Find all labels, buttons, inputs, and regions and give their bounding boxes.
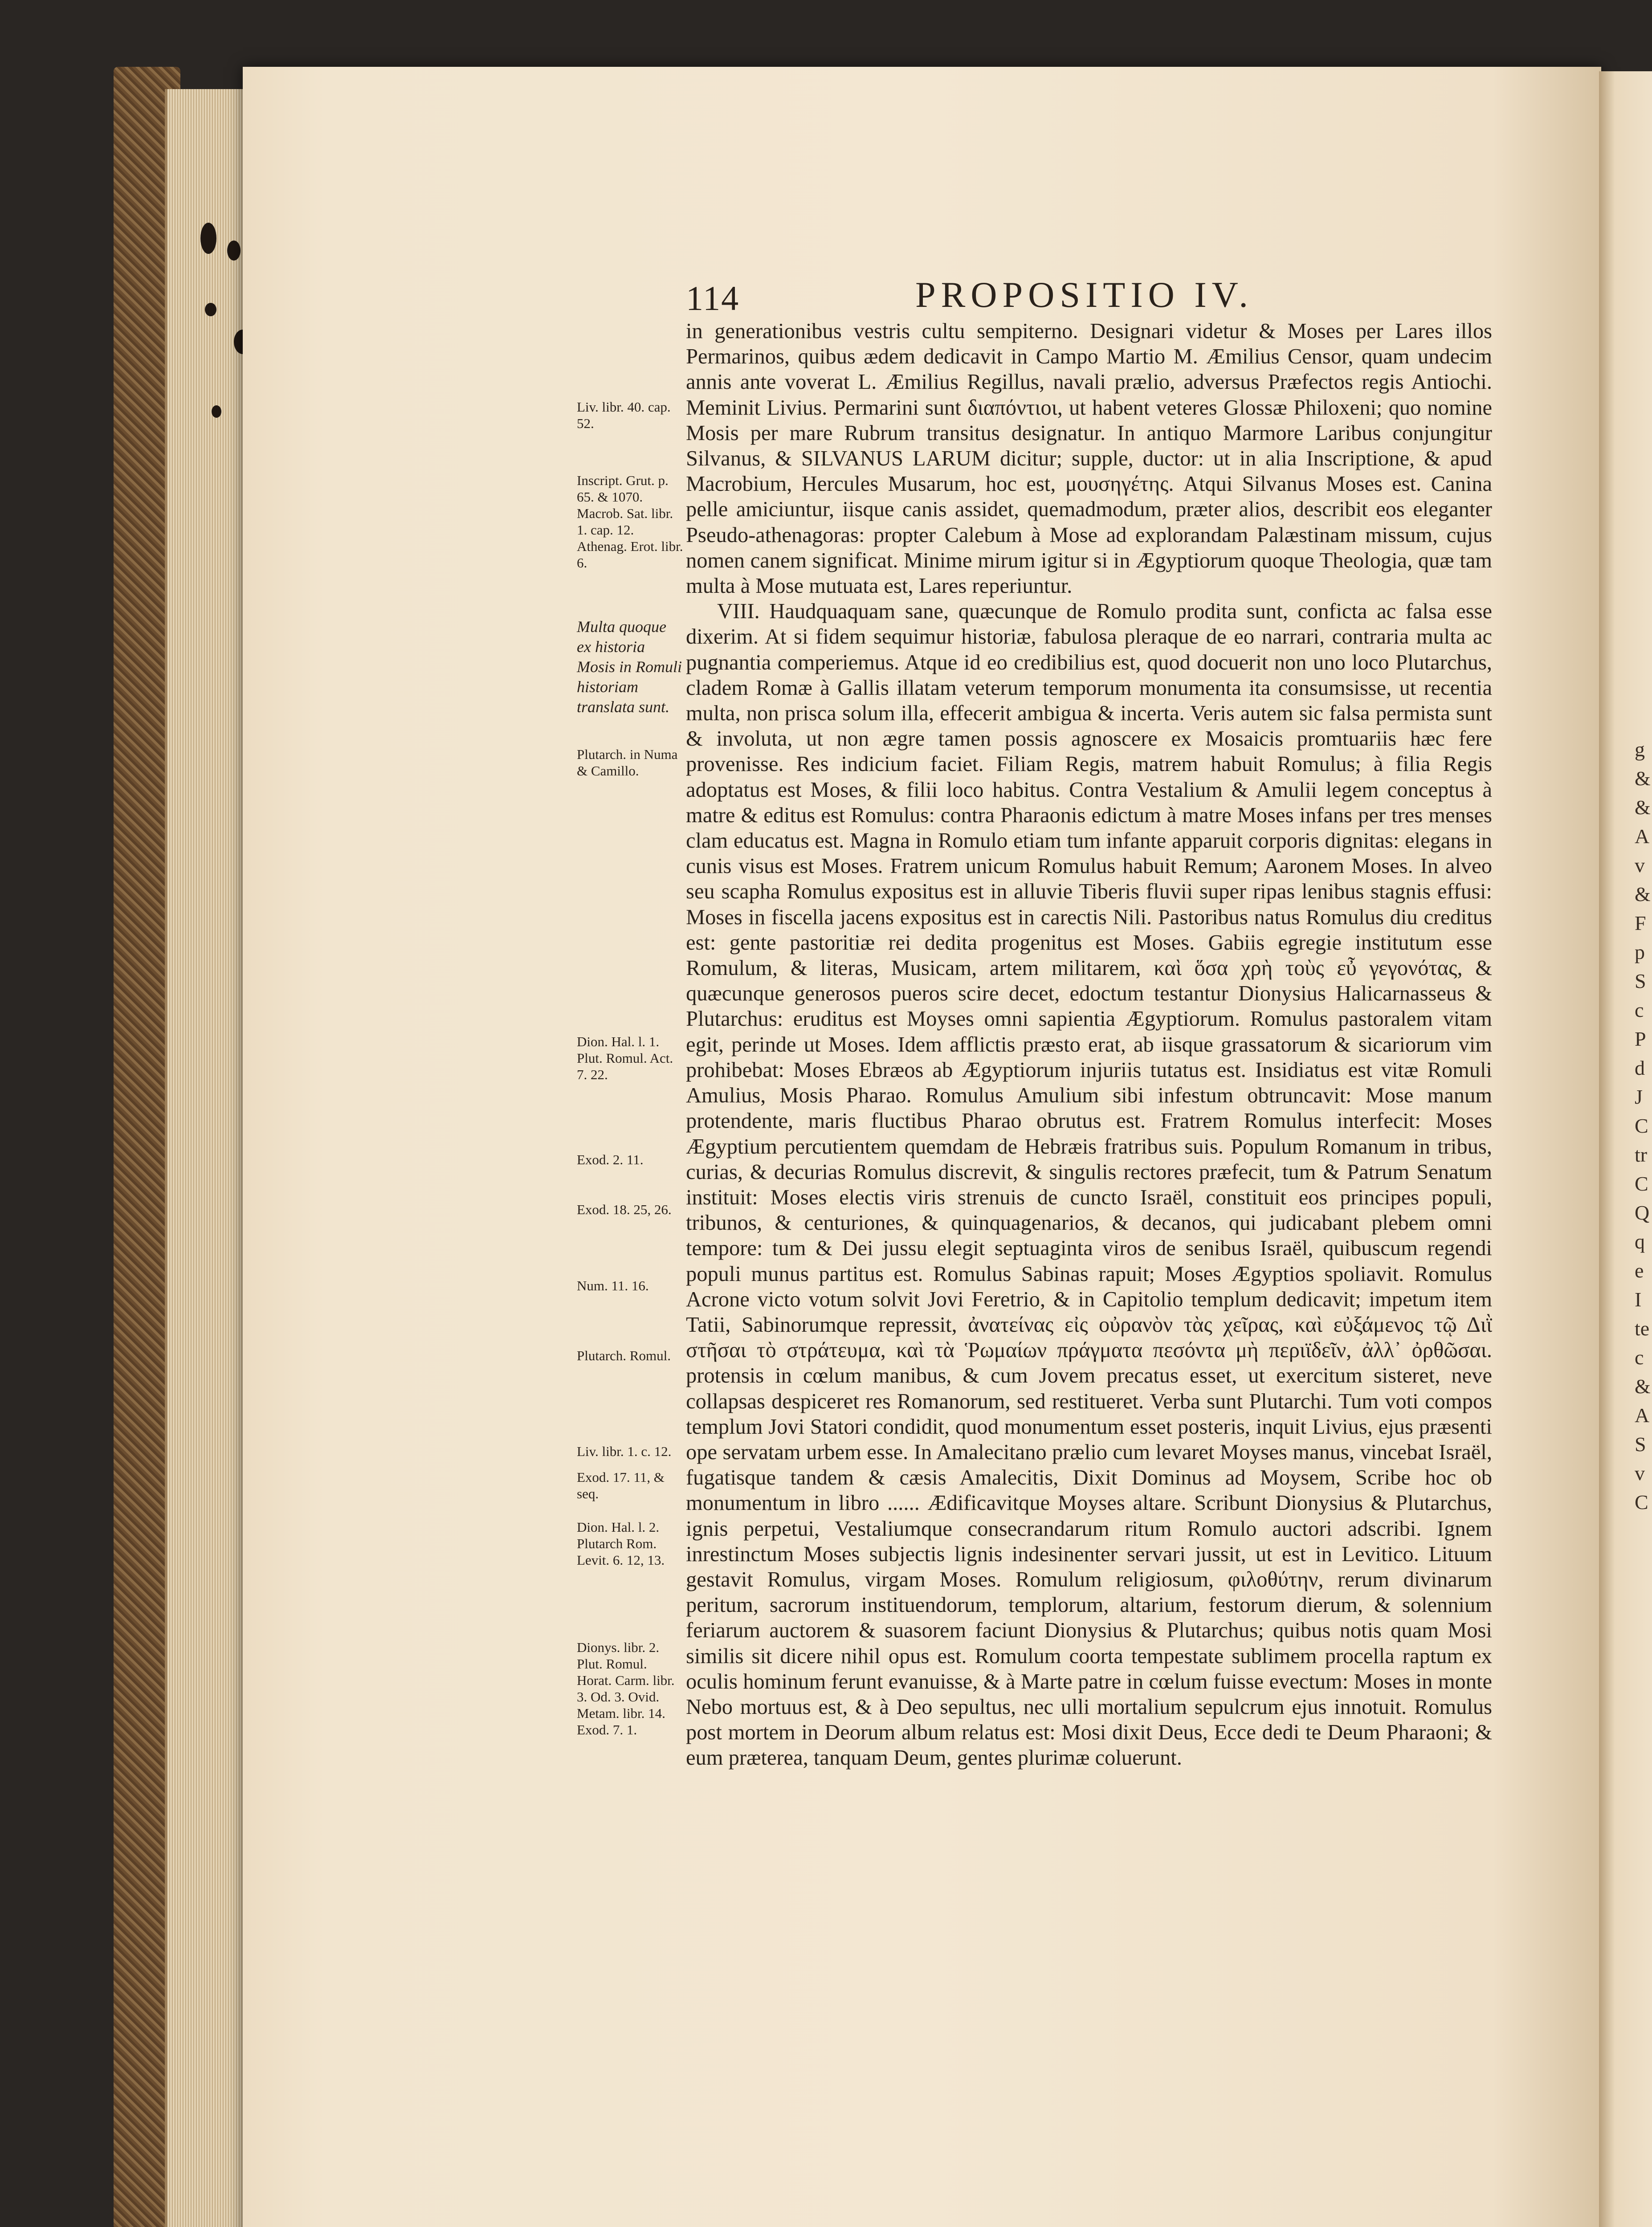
- margin-note-liv: Liv. libr. 40. cap. 52.: [577, 399, 671, 431]
- facing-page-letter: C: [1635, 1491, 1648, 1513]
- facing-page-letter: I: [1635, 1288, 1642, 1311]
- facing-page-letter: g: [1635, 738, 1645, 761]
- facing-page-letter: v: [1635, 1462, 1645, 1485]
- facing-page-letter: S: [1635, 1433, 1646, 1456]
- facing-page-letter: C: [1635, 1172, 1648, 1195]
- facing-page-letter: A: [1635, 1404, 1650, 1427]
- facing-page-letter: &: [1635, 1375, 1651, 1398]
- margin-note-plutarch-numa: Plutarch. in Numa & Camillo.: [577, 746, 678, 779]
- facing-page-letter: J: [1635, 1085, 1643, 1108]
- facing-page-letter: c: [1635, 999, 1644, 1021]
- facing-page-letter: A: [1635, 825, 1650, 848]
- facing-page-letter: tr: [1635, 1143, 1648, 1166]
- paragraph-1: in generationibus vestris cultu sempiterno. Designari videtur & Moses per Lares illos Permarinos, quibus ædem dedicavit in Campo Martio M. Æmilius Censor, quam undecim annis ante voverat L. Æmilius Regillus, navali prælio, adversus Præfectos regis Antiochi. Meminit Livius. Permarini sunt διαπόντιοι, ut habent veteres Glossæ Philoxeni; quo nomine Mosis per mare Rubrum transitus designatur. In antiquo Marmore Laribus conjungitur Silvanus, & SILVANUS LARUM dicitur; supple, ductor: ut in alia Inscriptione, & apud Macrobium, Hercules Musarum, hoc est, μουσηγέτης. Atqui Silvanus Moses est. Canina pelle amiciuntur, iisque canis assidet, quemadmodum, præter alios, describit eos eleganter Pseudo-athenagoras: propter Calebum à Mose ad explorandam Palæstinam missum, cujus nomen canem significat. Minime mirum igitur si in Ægyptiorum quoque Theologia, quæ tam multa à Mose mutuata est, Lares reperiuntur.: [686, 319, 1492, 598]
- facing-page-letter: v: [1635, 854, 1645, 877]
- facing-page-letter: te: [1635, 1317, 1650, 1340]
- body-text: [686, 318, 1492, 1771]
- facing-page-letter: &: [1635, 796, 1651, 819]
- margin-note-dion-hal-2: Dion. Hal. l. 2. Plutarch Rom. Levit. 6. 12, 13.: [577, 1519, 665, 1568]
- margin-note-dion-hal: Dion. Hal. l. 1. Plut. Romul. Act. 7. 22.: [577, 1034, 673, 1082]
- facing-page-letter: q: [1635, 1230, 1645, 1253]
- margin-note-inscript: Inscript. Grut. p. 65. & 1070. Macrob. Sat. libr. 1. cap. 12. Athenag. Erot. libr. 6.: [577, 473, 683, 571]
- page-number: 114: [686, 279, 740, 318]
- facing-page-letter: C: [1635, 1114, 1648, 1137]
- margin-note-plutarch-romul: Plutarch. Romul.: [577, 1348, 671, 1363]
- page-title: PROPOSITIO IV.: [915, 274, 1253, 315]
- margin-note-liv-1: Liv. libr. 1. c. 12.: [577, 1444, 672, 1459]
- facing-page-letter: S: [1635, 970, 1646, 992]
- facing-page-text-fragments: [1635, 735, 1652, 1517]
- facing-page-letter: d: [1635, 1056, 1645, 1079]
- facing-page-letter: P: [1635, 1028, 1646, 1050]
- margin-note-num-11: Num. 11. 16.: [577, 1278, 649, 1293]
- paragraph-2: VIII. Haudquaquam sane, quæcunque de Romulo prodita sunt, conficta ac falsa esse dixerim. At si fidem sequimur historiæ, fabulosa pleraque de eo narrari, contraria multa ac pugnantia comperiemus. Atque id eo credibilius est, quod docuerit non uno loco Plutarchus, cladem Romæ à Gallis illatam veterum temporum monumenta ita consumsisse, ut recentia multa, non prisca solum illa, effecerit ambigua & incerta. Veris autem sic falsa permista sunt & involuta, ut non ægre tamen possis agnoscere ex Mosaicis promtuariis hæc fere provenisse. Res indicium faciet. Filiam Regis, matrem habuit Romulus; à filia Regis adoptatus est Moses, & filii loco habitus. Contra Vestalium & Amulii legem conceptus à matre & editus est Romulus: contra Pharaonis edictum à matre Moses infans per tres menses clam educatus est. Magna in Romulo etiam tum infante apparuit corporis dignitas: elegans in cunis visus est Moses. Fratrem unicum Romulus habuit Remum; Aaronem Moses. In alveo seu scapha Romulus expositus est in alluvie Tiberis fluvii super ripas lenibus stagnis effusi: Moses in fiscella jacens expositus est in carectis Nili. Pastoribus natus Romulus diu creditus est: gente pastoritiæ rei dedita progenitus est Moses. Gabiis egregie institutum esse Romulum, & literas, Musicam, artem militarem, καὶ ὅσα χρὴ τοὺς εὖ γεγονότας, & quæcunque generosos pueros scire decet, edoctum testantur Dionysius Halicarnasseus & Plutarchus: eruditus est Moyses omni sapientia Ægyptiorum. Romulus pastoralem vitam egit, perinde ut Moses. Idem afflictis præsto erat, ab iisque grassatorum & sicariorum vim prohibebat: Moses Ebræos ab Ægyptiorum injuriis tutatus est. Insidiatus est vitæ Romuli Amulius, Mosis Pharao. Romulus Amulium sibi infestum obtruncavit: Mose manum protendente, maris fluctibus Pharao obrutus est. Fratrem Romulus interfecit: Moses Ægyptium percutientem quemdam de Hebræis fratribus suis. Populum Romanum in tribus, curias, & decurias Romulus discrevit, & singulis rectores præfecit, tum & Patrum Senatum instituit: Moses electis viris strenuis de cuncto Israël, constituit eos principes populi, tribunos, & centuriones, & quinquagenarios, & decanos, qui judicabant plebem omni tempore: tum & Dei jussu elegit septuaginta viros de senibus Israël, quibuscum regendi populi munus partitus est. Romulus Sabinas rapuit; Moses Ægyptios spoliavit. Romulus Acrone victo votum solvit Jovi Feretrio, & in Capitolio templum dedicavit; impetum item Tatii, Sabinorumque repressit, ἀνατείνας εἰς οὐρανὸν τὰς χεῖρας, καὶ εὐξάμενος τῷ Διῒ στῆσαι τὸ στράτευμα, καὶ τὰ Ῥωμαίων πράγματα πεσόντα μὴ περιϊδεῖν, ἀλλ᾽ ὀρθῶσαι. protensis in cœlum manibus, & cum Jovem precatus esset, ut exercitum sisteret, neve collapsas despiceret res Romanorum, sed restitueret. Verba sunt Plutarchi. Tum voti compos templum Jovi Statori condidit, quod monumentum esset posteris, inquit Livius, ejus præsenti ope servatam urbem esse. In Amalecitano prælio cum levaret Moyses manus, vincebat Israël, fugatisque tandem & cæsis Amalecitis, Dixit Dominus ad Moysem, Scribe hoc ob monumentum in libro ...... Ædificavitque Moyses altare. Scribunt Dionysius & Plutarchus, ignis perpetui, Vestaliumque consecrandarum ritum Romulo auctori adscribi. Ignem inrestinctum Moses subjectis lignis indesinenter servari jussit, ut est in Levitico. Lituum gestavit Romulus, virgam Moses. Romulum religiosum, φιλοθύτην, rerum divinarum peritum, sacrorum instituendorum, templorum, altarium, festorum dierum, & solennium feriarum auctorem & suasorem faciunt Dionysius & Plutarchus; quibus notis quam Mosi similis sit dicere nihil opus est. Romulum coorta tempestate sublimem procella raptum ex oculis hominum ferunt evanuisse, & à Marte patre in cœlum fuisse evectum: Moses in monte Nebo mortuus est, & à Deo sepultus, nec ulli mortalium sepulcrum ejus innotuit. Romulus post mortem in Deorum album relatus est: Mosi dixit Deus, Ecce dedi te Deum Pharaoni; & eum præterea, tanquam Deum, gentes plurimæ coluerunt.: [686, 600, 1492, 1770]
- margin-note-exod-17: Exod. 17. 11, & seq.: [577, 1469, 665, 1501]
- facing-page-letter: e: [1635, 1259, 1644, 1282]
- facing-page-letter: &: [1635, 883, 1651, 905]
- facing-page-letter: Q: [1635, 1201, 1650, 1224]
- margin-note-exod-2: Exod. 2. 11.: [577, 1152, 644, 1167]
- facing-page-letter: p: [1635, 941, 1645, 963]
- margin-note-exod-18: Exod. 18. 25, 26.: [577, 1202, 672, 1217]
- facing-page-letter: c: [1635, 1346, 1644, 1369]
- page-stack-edge: [165, 89, 248, 2227]
- margin-note-dionys: Dionys. libr. 2. Plut. Romul. Horat. Carm. libr. 3. Od. 3. Ovid. Metam. libr. 14. Exod. 7. 1.: [577, 1640, 675, 1738]
- facing-page-letter: F: [1635, 912, 1646, 934]
- margin-note-summary: Multa quoque ex historia Mosis in Romuli historiam translata sunt.: [577, 618, 682, 716]
- facing-page-letter: &: [1635, 767, 1651, 790]
